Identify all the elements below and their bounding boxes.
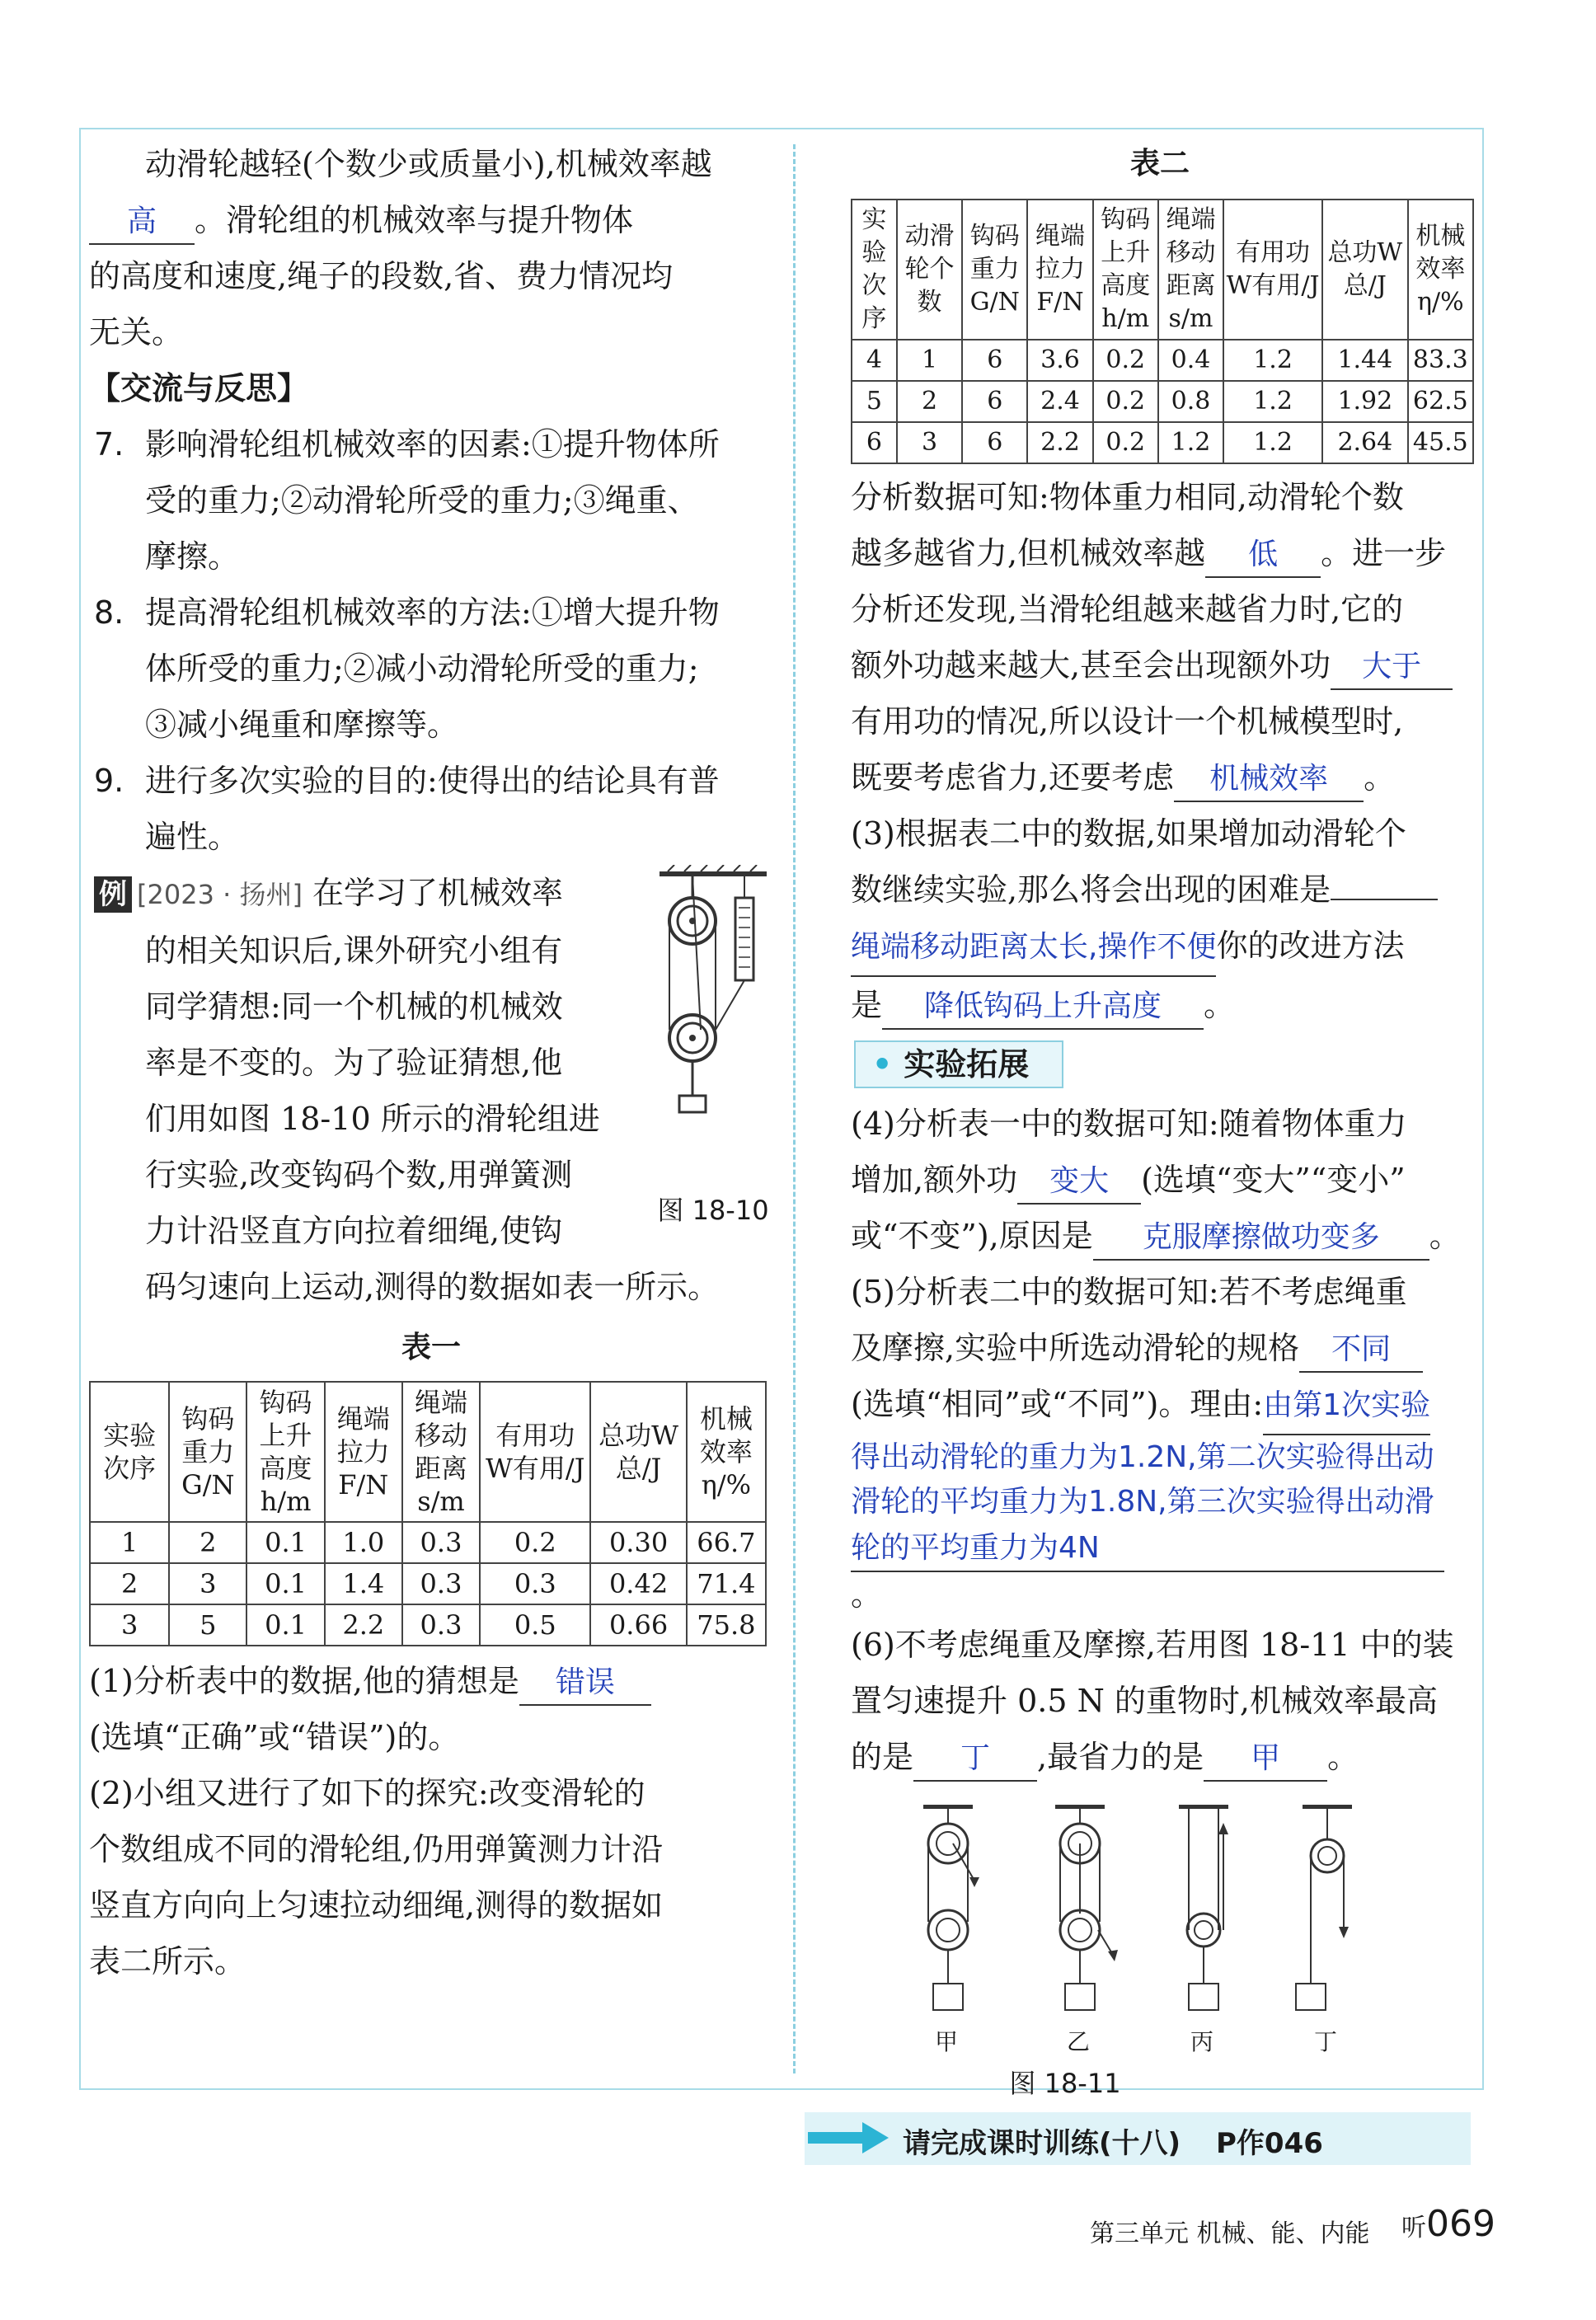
item-8-number: 8.	[94, 594, 124, 631]
answer-q5-reason-3: 滑轮的平均重力为1.8N,第三次实验得出动滑	[851, 1485, 1434, 1519]
table-1	[89, 1381, 767, 1646]
pulley-system-jia-icon	[923, 1805, 979, 2010]
q3-line-1: (3)根据表二中的数据,如果增加动滑轮个	[851, 815, 1406, 852]
q5-line-1: (5)分析表二中的数据可知:若不考虑绳重	[851, 1274, 1407, 1310]
table-1-header: 有用功W有用/J	[480, 1382, 590, 1522]
table-row: 2 3 0.1 1.4 0.3 0.3 0.42 71.4	[90, 1563, 766, 1604]
figure-18-11-caption: 图 18-11	[1009, 2068, 1121, 2099]
table-2-header: 实验次序	[852, 200, 897, 340]
intro-line-4: 无关。	[89, 314, 184, 350]
pulley-diagram-icon	[643, 865, 783, 1162]
intro-line-2: 高 。滑轮组的机械效率与提升物体	[89, 192, 773, 248]
unit-title: 第三单元 机械、能、内能	[1090, 2219, 1370, 2248]
page-number: 听069	[1401, 2203, 1495, 2245]
figure-label-jia: 甲	[935, 2028, 959, 2055]
table-1-title: 表一	[401, 1331, 461, 1364]
section-title: 【交流与反思】	[89, 370, 309, 406]
analysis-line-6: 既要考虑省力,还要考虑 机械效率 。	[851, 749, 1469, 805]
table-1-header: 总功W总/J	[590, 1382, 686, 1522]
table-2-header: 钩码重力G/N	[962, 200, 1027, 340]
table-1-header: 绳端移动距离s/m	[402, 1382, 480, 1522]
table-1-header-row	[90, 1382, 766, 1522]
arrow-right-icon	[808, 2117, 890, 2162]
q3-line-4: 是 降低钩码上升高度 。	[851, 977, 1469, 1033]
item-7-number: 7.	[94, 426, 124, 463]
table-1-header: 绳端拉力F/N	[325, 1382, 402, 1522]
example-block: 例 [2023 · 扬州] 在学习了机械效率 的相关知识后,课外研究小组有 同学猜想:同一个机械的机械效 率是不变的。为了验证猜想,他 们用如图 18-10 所示的滑轮组进 行实验,改变钩码个数,用弹簧测 力计沿竖直方向拉着细绳,使钩 码匀速向上运动,测得的数据如表一所示。 图 18-10	[89, 865, 773, 1315]
answer-blank-efficiency: 机械效率	[1174, 758, 1364, 802]
column-divider	[793, 144, 796, 2073]
extension-title: 实验拓展	[904, 1046, 1030, 1083]
table-2-header: 动滑轮个数	[897, 200, 962, 340]
left-column	[89, 136, 773, 1989]
table-2-title: 表二	[1129, 147, 1190, 181]
table-2-header: 总功W总/J	[1322, 200, 1408, 340]
figure-label-ding: 丁	[1314, 2028, 1338, 2055]
table-1-header: 实验次序	[90, 1382, 169, 1522]
pulley-systems-icon	[851, 1798, 1469, 2029]
analysis-line-4: 额外功越来越大,甚至会出现额外功 大于	[851, 637, 1469, 693]
q1-line-1: (1)分析表中的数据,他的猜想是 错误	[89, 1653, 773, 1709]
q5-line-2: 及摩擦,实验中所选动滑轮的规格 不同	[851, 1320, 1469, 1376]
q6-line-2: 置匀速提升 0.5 N 的重物时,机械效率最高	[851, 1683, 1439, 1719]
table-1-header: 钩码上升高度h/m	[246, 1382, 324, 1522]
q6-line-1: (6)不考虑绳重及摩擦,若用图 18-11 中的装	[851, 1627, 1454, 1663]
item-9: 9. 进行多次实验的目的:使得出的结论具有普 遍性。	[89, 753, 773, 865]
answer-q4-change: 变大	[1017, 1160, 1141, 1205]
table-row: 1 2 0.1 1.0 0.3 0.2 0.30 66.7	[90, 1522, 766, 1563]
table-1-header: 钩码重力G/N	[169, 1382, 246, 1522]
table-row: 3 5 0.1 2.2 0.3 0.5 0.66 75.8	[90, 1604, 766, 1646]
example-line-1: 例 [2023 · 扬州] 在学习了机械效率	[89, 865, 773, 923]
answer-q5-reason-4: 轮的平均重力为4N	[851, 1526, 1444, 1572]
item-9-number: 9.	[94, 763, 124, 799]
footer-prompt-text[interactable]: 请完成课时训练(十八)	[903, 2127, 1181, 2160]
figure-18-10-caption: 图 18-10	[657, 1195, 769, 1226]
footer-exercise-code: P作046	[1216, 2127, 1323, 2160]
pulley-system-bing-icon	[1179, 1805, 1228, 2010]
q4-line-2: 增加,额外功 变大 (选填“变大”“变小”	[851, 1152, 1469, 1208]
listen-label: 听	[1401, 2214, 1426, 2243]
extension-header	[854, 1036, 1469, 1092]
answer-blank-dayu: 大于	[1331, 646, 1453, 690]
intro-line-1: 动滑轮越轻(个数少或质量小),机械效率越	[145, 146, 712, 182]
answer-q5-reason-1: 由第1次实验	[1263, 1378, 1430, 1435]
q5-line-3: (选填“相同”或“不同”)。理由:由第1次实验	[851, 1376, 1469, 1435]
answer-q6-least-force: 甲	[1204, 1737, 1327, 1782]
table-row: 5 2 6 2.4 0.2 0.8 1.2 1.92 62.5	[852, 381, 1473, 422]
example-tag: 例	[94, 876, 132, 913]
q2-line-4: 表二所示。	[89, 1943, 246, 1980]
answer-q3-difficulty: 绳端移动距离太长,操作不便	[851, 919, 1216, 977]
figure-label-yi: 乙	[1067, 2028, 1091, 2055]
table-2-header: 绳端拉力F/N	[1027, 200, 1092, 340]
table-2-header: 绳端移动距离s/m	[1158, 200, 1223, 340]
table-2-header-row	[852, 200, 1473, 340]
table-row: 6 3 6 2.2 0.2 1.2 1.2 2.64 45.5	[852, 422, 1473, 463]
answer-blank-q1: 错误	[519, 1661, 651, 1706]
q5-reason-block: 得出动滑轮的重力为1.2N,第二次实验得出动 滑轮的平均重力为1.8N,第三次实验得出动滑 轮的平均重力为4N。	[851, 1435, 1469, 1617]
answer-blank-di: 低	[1205, 533, 1321, 578]
item-8: 8. 提高滑轮组机械效率的方法:①增大提升物 体所受的重力;②减小动滑轮所受的重力; ③减小绳重和摩擦等。	[89, 585, 773, 753]
table-1-header: 机械效率η/%	[687, 1382, 766, 1522]
q2-line-2: 个数组成不同的滑轮组,仍用弹簧测力计沿	[89, 1831, 664, 1867]
table-2-header: 机械效率η/%	[1408, 200, 1473, 340]
answer-q4-reason: 克服摩擦做功变多	[1093, 1216, 1429, 1261]
q6-line-3: 的是 丁 ,最省力的是 甲 。	[851, 1729, 1469, 1785]
answer-q5-spec: 不同	[1299, 1328, 1423, 1373]
q2-line-3: 竖直方向向上匀速拉动细绳,测得的数据如	[89, 1887, 664, 1923]
table-2	[851, 199, 1474, 464]
answer-q3-method: 降低钩码上升高度	[882, 985, 1204, 1030]
bullet-dot-icon: •	[872, 1046, 893, 1083]
answer-q6-highest: 丁	[913, 1737, 1037, 1782]
q4-line-1: (4)分析表一中的数据可知:随着物体重力	[851, 1106, 1407, 1142]
q4-line-3: 或“不变”),原因是 克服摩擦做功变多 。	[851, 1208, 1469, 1264]
analysis-line-3: 分析还发现,当滑轮组越来越省力时,它的	[851, 591, 1404, 627]
answer-q5-reason-2: 得出动滑轮的重力为1.2N,第二次实验得出动	[851, 1440, 1434, 1474]
pulley-system-yi-icon	[1055, 1805, 1118, 2010]
figure-18-11	[851, 1798, 1469, 2099]
answer-blank-gao: 高	[89, 200, 195, 245]
table-row: 4 1 6 3.6 0.2 0.4 1.2 1.44 83.3	[852, 340, 1473, 381]
figure-18-10	[643, 865, 783, 1226]
right-column	[851, 136, 1469, 2099]
table-2-header: 有用功W有用/J	[1223, 200, 1322, 340]
example-source: [2023 · 扬州]	[137, 879, 303, 910]
item-7: 7. 影响滑轮组机械效率的因素:①提升物体所 受的重力;②动滑轮所受的重力;③绳重、 摩擦。	[89, 416, 773, 585]
q2-line-1: (2)小组又进行了如下的探究:改变滑轮的	[89, 1775, 645, 1811]
analysis-line-5: 有用功的情况,所以设计一个机械模型时,	[851, 703, 1404, 740]
pulley-system-ding-icon	[1296, 1805, 1352, 2010]
intro-line-3: 的高度和速度,绳子的段数,省、费力情况均	[89, 258, 674, 294]
figure-label-bing: 丙	[1190, 2028, 1214, 2055]
table-2-header: 钩码上升高度h/m	[1093, 200, 1158, 340]
analysis-line-2: 越多越省力,但机械效率越 低 。进一步	[851, 525, 1469, 581]
analysis-line-1: 分析数据可知:物体重力相同,动滑轮个数	[851, 479, 1404, 515]
q3-line-2: 数继续实验,那么将会出现的困难是	[851, 862, 1469, 918]
q3-line-3: 绳端移动距离太长,操作不便你的改进方法	[851, 918, 1469, 977]
q1-line-2: (选填“正确”或“错误”)的。	[89, 1719, 460, 1755]
